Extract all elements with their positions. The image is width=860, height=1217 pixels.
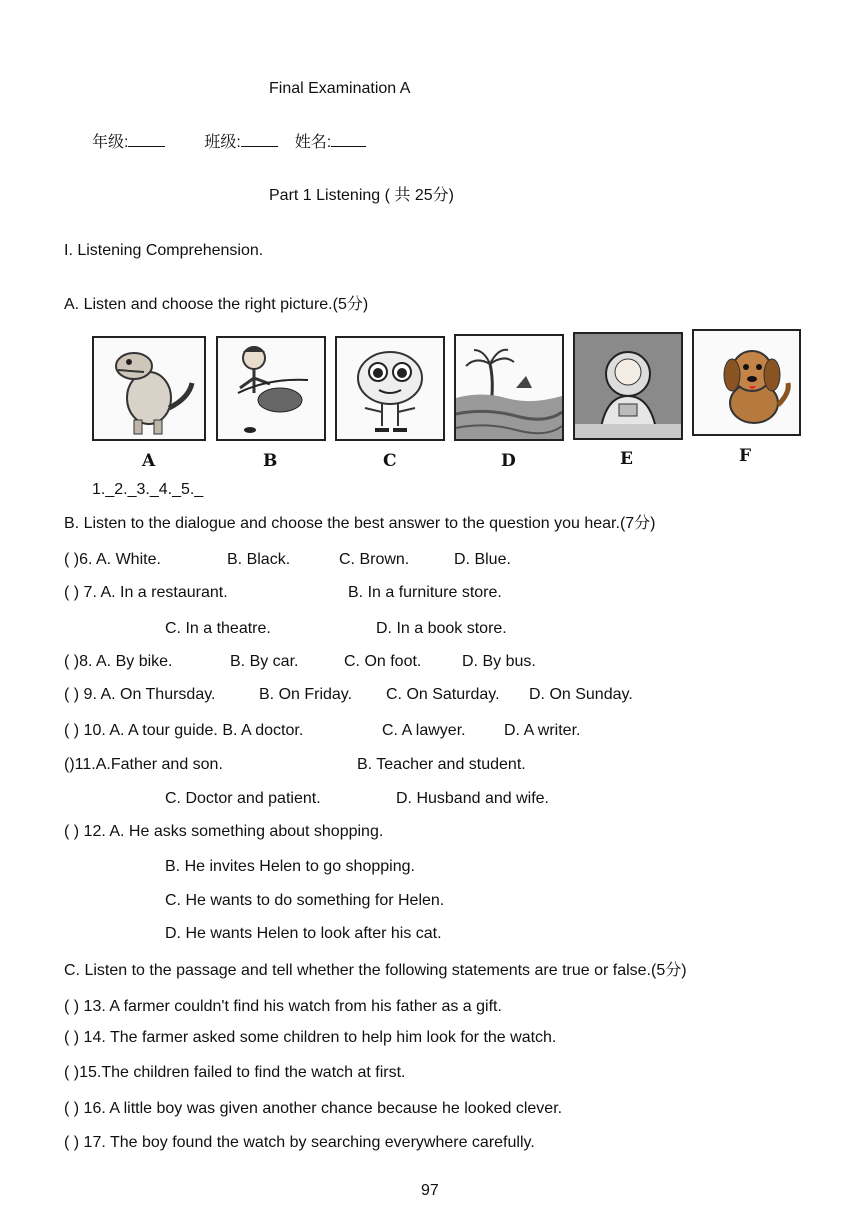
question-9-option-d: D. On Sunday.	[529, 686, 633, 703]
question-10-stem: ( ) 10. A. A tour guide. B. A doctor.	[64, 722, 304, 739]
dog-icon	[692, 329, 801, 436]
question-7-option-b: B. In a furniture store.	[348, 584, 502, 601]
alien-icon	[335, 336, 445, 441]
statement-15: ( )15.The children failed to find the watch at first.	[64, 1064, 406, 1081]
part1-title: Part 1 Listening ( 共 25分)	[269, 187, 454, 204]
question-8-stem: ( )8. A. By bike.	[64, 653, 173, 670]
statement-14: ( ) 14. The farmer asked some children to help him look for the watch.	[64, 1029, 557, 1046]
picture-letter: F	[739, 446, 752, 466]
question-6-option-b: B. Black.	[227, 551, 291, 568]
question-12-stem: ( ) 12. A. He asks something about shopping.	[64, 823, 384, 840]
picture-letter: B	[263, 451, 278, 471]
sectionC-instruction: C. Listen to the passage and tell whether the following statements are true or false.(5分)	[64, 962, 687, 979]
question-9-option-c: C. On Saturday.	[386, 686, 500, 703]
question-12-option-b: B. He invites Helen to go shopping.	[165, 858, 415, 875]
picture-letter: E	[620, 449, 633, 469]
astronaut-icon	[573, 332, 683, 440]
question-10-option-d: D. A writer.	[504, 722, 581, 739]
picture-letter: C	[383, 451, 397, 471]
question-11-stem: ()11.A.Father and son.	[64, 756, 223, 773]
class-label: 班级:	[204, 134, 241, 151]
picture-letter: D	[501, 451, 516, 471]
question-12-option-d: D. He wants Helen to look after his cat.	[165, 925, 442, 942]
question-8-option-c: C. On foot.	[344, 653, 422, 670]
question-9-stem: ( ) 9. A. On Thursday.	[64, 686, 216, 703]
question-7-option-d: D. In a book store.	[376, 620, 507, 637]
question-11-option-c: C. Doctor and patient.	[165, 790, 321, 807]
question-8-option-d: D. By bus.	[462, 653, 536, 670]
question-7-option-c: C. In a theatre.	[165, 620, 271, 637]
question-7-stem: ( ) 7. A. In a restaurant.	[64, 584, 228, 601]
section1-title: I. Listening Comprehension.	[64, 242, 264, 259]
sectionA-answer-line: 1._2._3._4._5._	[92, 481, 204, 498]
question-6-option-c: C. Brown.	[339, 551, 410, 568]
boy-with-ox-icon	[216, 336, 326, 441]
student-info-row	[92, 131, 366, 153]
beach-palm-icon	[454, 334, 564, 441]
statement-13: ( ) 13. A farmer couldn't find his watch from his father as a gift.	[64, 998, 502, 1015]
exam-title: Final Examination A	[269, 80, 411, 97]
name-label: 姓名:	[294, 134, 332, 151]
statement-16: ( ) 16. A little boy was given another chance because he looked clever.	[64, 1100, 563, 1117]
picture-letter: A	[142, 451, 156, 471]
question-11-option-b: B. Teacher and student.	[357, 756, 526, 773]
question-11-option-d: D. Husband and wife.	[396, 790, 549, 807]
grade-label: 年级:	[92, 134, 129, 151]
question-10-option-c: C. A lawyer.	[382, 722, 466, 739]
sectionA-instruction: A. Listen and choose the right picture.(5分)	[64, 296, 369, 313]
dinosaur-icon	[92, 336, 206, 441]
sectionB-instruction: B. Listen to the dialogue and choose the best answer to the question you hear.(7分)	[64, 515, 656, 532]
question-8-option-b: B. By car.	[230, 653, 299, 670]
grade-blank	[128, 131, 165, 147]
question-6-stem: ( )6. A. White.	[64, 551, 161, 568]
question-9-option-b: B. On Friday.	[259, 686, 353, 703]
question-6-option-d: D. Blue.	[454, 551, 511, 568]
class-blank	[241, 131, 278, 147]
name-blank	[331, 131, 366, 147]
question-12-option-c: C. He wants to do something for Helen.	[165, 892, 445, 909]
page-number: 97	[421, 1182, 439, 1199]
statement-17: ( ) 17. The boy found the watch by searching everywhere carefully.	[64, 1134, 535, 1151]
